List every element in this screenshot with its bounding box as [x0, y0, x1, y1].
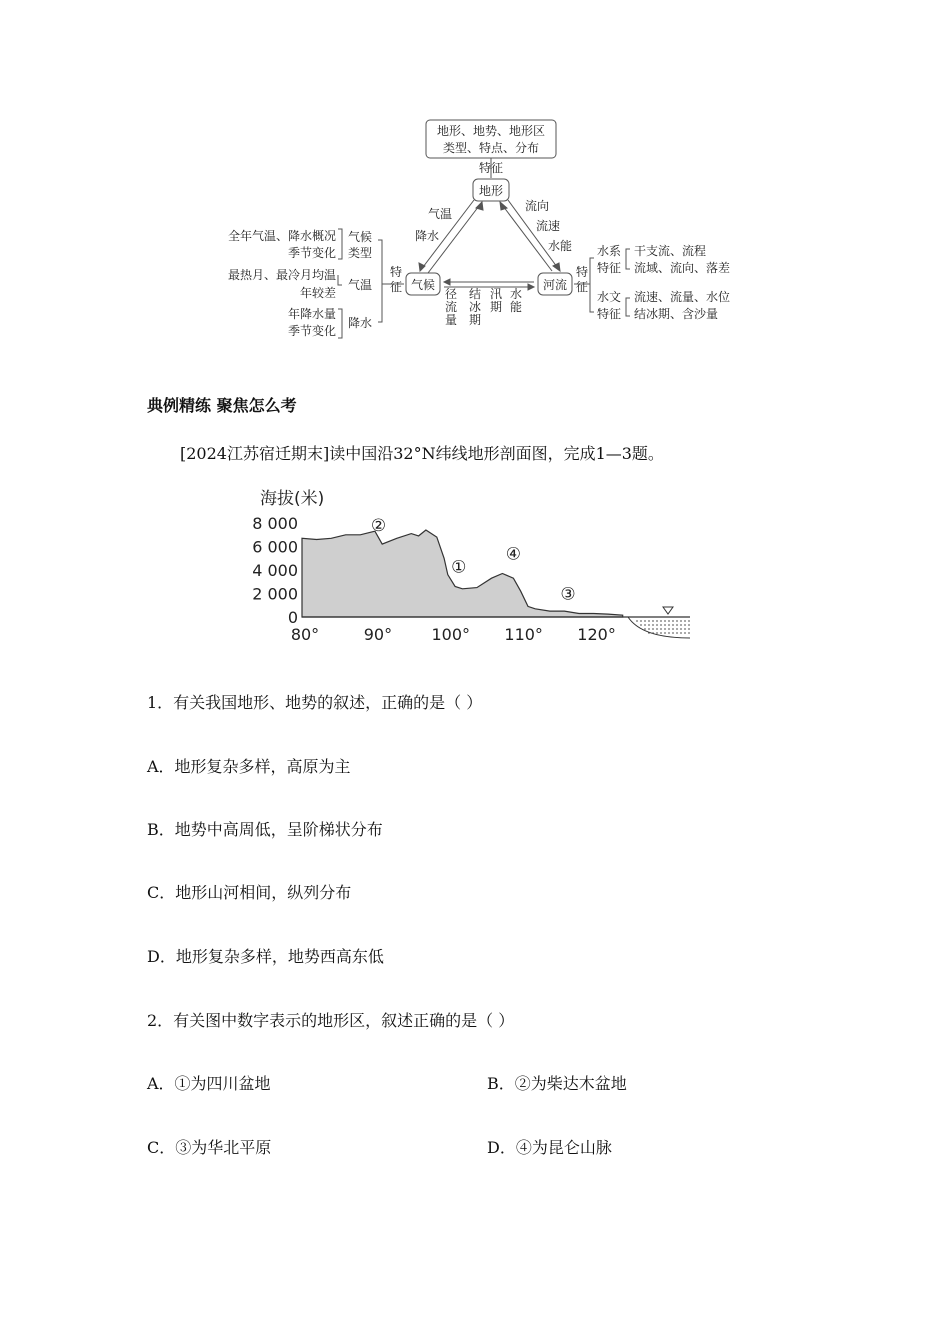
- terrain-profile-chart: [250, 480, 710, 650]
- left-item3-tag: 降水: [348, 316, 373, 330]
- q1-option-a: A．地形复杂多样，高原为主: [147, 757, 351, 776]
- terrain-node: 地形: [478, 184, 504, 198]
- sea-water: [636, 621, 690, 633]
- top-box-line2: 类型、特点、分布: [442, 141, 540, 155]
- region-marker-2: ①: [451, 557, 467, 578]
- right-item2-tag2: 特征: [597, 307, 622, 321]
- y-tick-label: 6 000: [252, 537, 298, 557]
- bottom-edge-label-4: 水能: [509, 287, 523, 314]
- x-tick-label: 100°: [431, 625, 471, 644]
- x-tick-label: 120°: [577, 625, 616, 644]
- left-item3-line1: 年降水量: [287, 307, 336, 321]
- right-item2-line1: 流速、流量、水位: [634, 290, 731, 304]
- edge-right-hydropower: 水能: [548, 239, 573, 253]
- right-item1-tag1: 水系: [597, 244, 622, 258]
- left-item2-line2: 年较差: [299, 286, 336, 300]
- left-item1-tag2: 类型: [348, 246, 373, 260]
- right-item2-line2: 结冰期、含沙量: [634, 307, 719, 321]
- bottom-edge-label-3: 汛期: [489, 287, 503, 314]
- left-item3-line2: 季节变化: [287, 324, 336, 338]
- intro-text: [2024江苏宿迁期末]读中国沿32°N纬线地形剖面图，完成1—3题。: [180, 444, 664, 463]
- q1-option-b: B．地势中高周低，呈阶梯状分布: [147, 820, 383, 839]
- left-item1-line1: 全年气温、降水概况: [227, 229, 336, 243]
- question-1-stem: 1．有关我国地形、地势的叙述，正确的是（ ）: [147, 693, 483, 712]
- left-item1-tag1: 气候: [348, 230, 373, 244]
- right-item1-line2: 流域、流向、落差: [634, 261, 731, 275]
- bottom-edge-label-2: 结冰期: [468, 287, 482, 327]
- y-tick-label: 8 000: [252, 514, 298, 533]
- sea-floor: [628, 617, 690, 638]
- y-tick-label: 2 000: [252, 584, 298, 604]
- edge-left-precip: 降水: [415, 229, 440, 243]
- region-marker-1: ②: [370, 516, 387, 537]
- x-tick-label: 90°: [363, 625, 393, 644]
- climate-node: 气候: [410, 278, 436, 292]
- water-level-marker: [663, 607, 673, 614]
- x-tick-label: 80°: [290, 625, 320, 644]
- right-item1-tag2: 特征: [597, 261, 622, 275]
- q1-option-d: D．地形复杂多样，地势西高东低: [147, 947, 384, 966]
- right-item2-tag1: 水文: [597, 290, 622, 304]
- river-node: 河流: [542, 278, 568, 292]
- q2-option-d: D．④为昆仑山脉: [487, 1138, 612, 1157]
- edge-left-temp: 气温: [428, 207, 453, 221]
- edge-right-direction: 流向: [525, 199, 550, 213]
- left-item2-tag: 气温: [348, 278, 373, 292]
- q1-option-c: C．地形山河相间，纵列分布: [147, 883, 352, 902]
- concept-diagram: [0, 0, 950, 345]
- left-feature-label: 特征: [390, 265, 403, 294]
- bottom-edge-label-1: 径流量: [444, 287, 458, 327]
- left-item2-line1: 最热月、最冷月均温: [227, 268, 336, 282]
- y-tick-label: 4 000: [252, 561, 298, 580]
- top-box-line1: 地形、地势、地形区: [436, 124, 546, 138]
- region-marker-3: ④: [505, 544, 522, 565]
- region-marker-4: ③: [560, 584, 576, 605]
- left-item1-line2: 季节变化: [287, 246, 336, 260]
- right-feature-label: 特征: [576, 265, 589, 294]
- x-tick-label: 110°: [504, 625, 543, 644]
- edge-right-speed: 流速: [536, 219, 561, 233]
- y-axis-label: 海拔(米): [260, 489, 325, 509]
- q2-option-a: A．①为四川盆地: [147, 1074, 271, 1093]
- top-feature-label: 特征: [478, 161, 504, 175]
- question-2-stem: 2．有关图中数字表示的地形区，叙述正确的是（ ）: [147, 1011, 515, 1030]
- y-tick-label: 0: [287, 608, 298, 627]
- q2-option-c: C．③为华北平原: [147, 1138, 272, 1157]
- q2-option-b: B．②为柴达木盆地: [487, 1074, 627, 1093]
- section-title: 典例精练 聚焦怎么考: [147, 396, 297, 415]
- right-item1-line1: 干支流、流程: [634, 244, 707, 258]
